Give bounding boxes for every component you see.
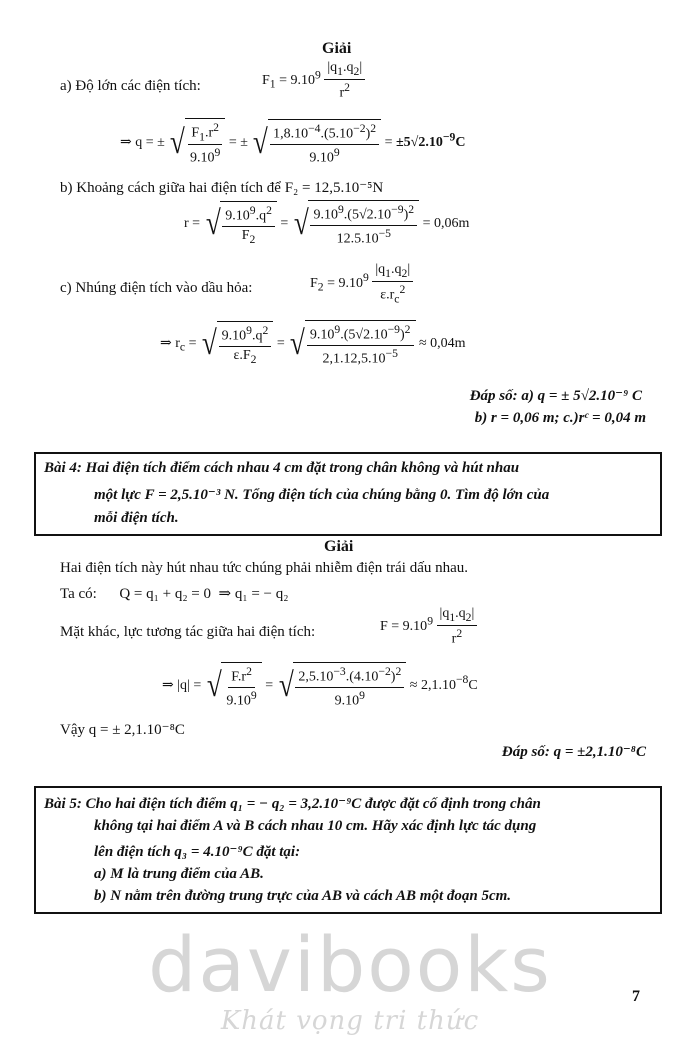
solution-2-line-2: Ta có: Q = q₁ + q₂ = 0 ⇒ q₁ = − q₂	[60, 586, 289, 602]
charge-result-a: ⇒ q = ± √ $\frac{F_1.r^2}{9.10^9}$ = ± √ $\frac{1,8.10^{-4}.(5.10^{-2})^2}{9.10^9}$ = $\pm 5√2.10^{-9}C$	[120, 118, 465, 167]
part-c-label: c) Nhúng điện tích vào dầu hỏa:	[60, 280, 253, 296]
solution-title-1: Giải	[322, 40, 352, 57]
exercise-4-line-1: Bài 4: Hai điện tích điểm cách nhau 4 cm đặt trong chân không và hút nhau	[44, 460, 520, 476]
part-b-label: b) Khoảng cách giữa hai điện tích để F₂ = 12,5.10⁻⁵N	[60, 180, 384, 196]
watermark-slogan: Khát vọng tri thức	[220, 1006, 480, 1036]
coulomb-formula-c: $F_2 = 9.10^9$ $\frac{|q_1.q_2|}{\varepsilon.r_c^2}$	[310, 262, 413, 305]
answer-2: Đáp số: q = ±2,1.10⁻⁸C	[501, 744, 646, 760]
solution-2-conclusion: Vậy q = ± 2,1.10⁻⁸C	[60, 722, 185, 738]
watermark-brand: davibooks	[148, 920, 552, 1009]
coulomb-formula-2: $F = 9.10^9$ $\frac{|q_1.q_2|}{r^2}$	[380, 606, 477, 647]
charge-result-2: ⇒ |q| = √ $\frac{F.r^2}{9.10^9}$ = √ $\frac{2,5.10^{-3}.(4.10^{-2})^2}{9.10^9}$ ≈ $2,1.10^{-8}C$	[162, 662, 478, 709]
exercise-5-box	[34, 786, 662, 914]
solution-2-line-1: Hai điện tích này hút nhau tức chúng phải nhiễm điện trái dấu nhau.	[60, 560, 469, 576]
page-number: 7	[632, 988, 640, 1005]
distance-result-c: ⇒ $r_c$ = √ $\frac{9.10^9.q^2}{\varepsilon.F_2}$ = √ $\frac{9.10^9.(5√2.10^{-9})^2}{2,1.12,5.10^{-5}}$ ≈ 0,04m	[160, 320, 466, 367]
coulomb-formula-a: $F_1 = 9.10^9$ $\frac{|q_1.q_2|}{r^2}$	[262, 60, 365, 101]
exercise-4-box	[34, 452, 662, 536]
part-a-label: a) Độ lớn các điện tích:	[60, 78, 201, 94]
exercise-5-line-1: Bài 5: Cho hai điện tích điểm q₁ = − q₂ = 3,2.10⁻⁹C được đặt cố định trong chân	[44, 796, 541, 812]
exercise-4-line-2: một lực F = 2,5.10⁻³ N. Tổng điện tích của chúng bằng 0. Tìm độ lớn của	[94, 487, 550, 503]
distance-result-b: r = √ $\frac{9.10^9.q^2}{F_2}$ = √ $\frac{9.10^9.(5√2.10^{-9})^2}{12.5.10^{-5}}$ = 0,06m	[184, 200, 469, 247]
exercise-5-line-3: lên điện tích q₃ = 4.10⁻⁹C đặt tại:	[94, 844, 301, 860]
exercise-5-line-5: b) N nằm trên đường trung trực của AB và cách AB một đoạn 5cm.	[94, 888, 512, 904]
solution-2-line-3: Mặt khác, lực tương tác giữa hai điện tích:	[60, 624, 316, 640]
solution-title-2: Giải	[324, 538, 354, 555]
answer-line-2: b) r = 0,06 m; c.)rᶜ = 0,04 m	[474, 410, 646, 426]
exercise-5-line-4: a) M là trung điểm của AB.	[94, 866, 264, 882]
exercise-5-line-2: không tại hai điểm A và B cách nhau 10 cm. Hãy xác định lực tác dụng	[94, 818, 537, 834]
exercise-4-line-3: mỗi điện tích.	[94, 510, 179, 526]
answer-line-1: Đáp số: a) q = ± 5√2.10⁻⁹ C	[469, 388, 642, 404]
